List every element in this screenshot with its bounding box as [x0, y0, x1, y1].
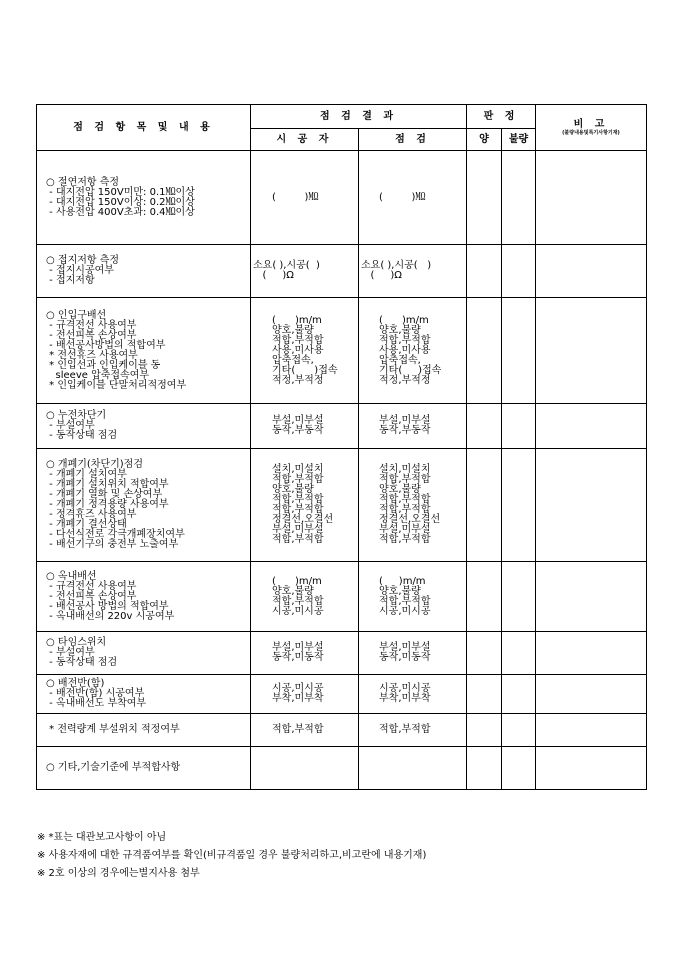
remarks-cell[interactable] — [536, 562, 647, 632]
check-item-line: ○ 옥내배선 — [46, 570, 97, 582]
contractor-result — [251, 562, 359, 632]
contractor-result-line: 기타( )접속 — [272, 364, 338, 376]
check-item — [37, 449, 251, 562]
inspection-result — [359, 675, 467, 714]
check-item-line: - 개폐기 결선상태 — [46, 519, 127, 530]
inspection-result-line: 정결선,오결선 — [379, 514, 441, 525]
contractor-result-line: ( )m/m — [272, 575, 322, 587]
inspection-result-line: 적합,부적합 — [379, 474, 431, 485]
judgement-good-cell[interactable] — [467, 449, 502, 562]
check-item-line: - 개폐기 설치위치 적합여부 — [46, 479, 169, 490]
inspection-result — [359, 632, 467, 675]
check-item-line: - 개폐기 정격용량 사용여부 — [46, 499, 169, 510]
inspection-result-line: 적합,부적합 — [379, 534, 431, 545]
contractor-result — [251, 298, 359, 404]
contractor-result — [251, 632, 359, 675]
inspection-result-line: 압축접속, — [379, 354, 421, 366]
judgement-good-cell[interactable] — [467, 632, 502, 675]
contractor-result-line: 시공,미시공 — [272, 683, 324, 694]
remarks-cell[interactable] — [536, 151, 647, 245]
remarks-cell[interactable] — [536, 404, 647, 449]
inspection-result-line: 부설,미부설 — [379, 642, 431, 653]
check-item-line: - 개폐기 설치여부 — [46, 469, 127, 480]
remarks-cell[interactable] — [536, 714, 647, 747]
inspection-result-line: ( )Ω — [361, 270, 402, 281]
contractor-result — [251, 245, 359, 298]
contractor-result — [251, 675, 359, 714]
check-item-line: ○ 누전차단기 — [46, 410, 107, 421]
contractor-result-line: 동작,미동작 — [272, 652, 324, 663]
check-item-line: - 다선식전로 각극개폐장치여부 — [46, 529, 185, 540]
inspection-result-line: 적합,부적합 — [379, 595, 431, 607]
check-item-line: - 규격전선 사용여부 — [46, 580, 137, 592]
check-item — [37, 675, 251, 714]
judgement-bad-cell[interactable] — [502, 298, 536, 404]
check-item-line: - 대지전압 150V미만: 0.1㏁이상 — [46, 186, 195, 198]
judgement-good-cell[interactable] — [467, 675, 502, 714]
check-item-line: - 동작상태 점검 — [46, 430, 118, 441]
judgement-bad-cell[interactable] — [502, 449, 536, 562]
footnote: ※ 사용자재에 대한 규격품여부를 확인(비규격품일 경우 불량처리하고,비고란에 내용기재) — [37, 850, 427, 861]
check-item-line: - 사용전압 400V초과: 0.4㏁이상 — [46, 206, 195, 218]
contractor-result-line: 부착,미부착 — [272, 693, 324, 704]
inspection-result-line: 시공,미시공 — [379, 683, 431, 694]
check-item-line: * 인입케이블 단말처리적정여부 — [46, 379, 187, 391]
check-item-line: - 부설여부 — [46, 420, 95, 431]
inspection-result-line: 설치,미설치 — [379, 464, 431, 475]
remarks-cell[interactable] — [536, 747, 647, 790]
check-item-line: * 전선휴즈 사용여부 — [46, 349, 138, 361]
check-item — [37, 562, 251, 632]
contractor-result-line: 양호,불량 — [272, 484, 314, 495]
inspection-result-line: 양호,불량 — [379, 585, 421, 597]
inspection-result-line: 양호,불량 — [379, 324, 421, 336]
contractor-result — [251, 151, 359, 245]
check-item-line: ○ 절연저항 측정 — [46, 176, 120, 188]
inspection-result-line: 동작,미동작 — [379, 652, 431, 663]
inspection-result-line: 부착,미부착 — [379, 693, 431, 704]
contractor-result-line: 설치,미설치 — [272, 464, 324, 475]
judgement-bad-cell[interactable] — [502, 675, 536, 714]
inspection-result-line: 부설,미부설 — [379, 524, 431, 535]
judgement-good-cell[interactable] — [467, 298, 502, 404]
contractor-result-line: 적합,부적합 — [272, 595, 324, 607]
judgement-good-cell[interactable] — [467, 562, 502, 632]
contractor-result — [251, 747, 359, 790]
contractor-result-line: 적정,부적정 — [272, 374, 324, 386]
table-row — [37, 632, 647, 675]
check-item-line: ○ 접지저항 측정 — [46, 255, 120, 266]
judgement-bad-cell[interactable] — [502, 747, 536, 790]
contractor-result-line: 양호,불량 — [272, 585, 314, 597]
check-item-line: - 배선공사 방법의 적합여부 — [46, 600, 169, 612]
contractor-result — [251, 449, 359, 562]
inspection-result-line: 소요( ),시공( ) — [361, 260, 432, 271]
footnote: ※ *표는 대관보고사항이 아님 — [37, 832, 167, 843]
check-item-line: - 규격전선 사용여부 — [46, 319, 137, 331]
inspection-result — [359, 449, 467, 562]
check-item-line: - 부설여부 — [46, 647, 95, 658]
inspection-result-line: 기타( )접속 — [379, 364, 442, 376]
contractor-result-line: 동작,부동작 — [272, 425, 324, 436]
inspection-result — [359, 562, 467, 632]
judgement-bad-cell[interactable] — [502, 632, 536, 675]
check-item-line: - 대지전압 150V이상: 0.2㏁이상 — [46, 196, 195, 208]
judgement-good-cell[interactable] — [467, 714, 502, 747]
contractor-result-line: 적합,부적합 — [272, 334, 324, 346]
table-body — [37, 151, 647, 790]
check-item-line: - 정격휴즈 사용여부 — [46, 509, 137, 520]
contractor-result-line: 적합,부적합 — [272, 474, 324, 485]
check-item — [37, 632, 251, 675]
check-item — [37, 747, 251, 790]
inspection-result-line: ( )㏁ — [379, 191, 426, 203]
contractor-result-line: 소요( ),시공( ) — [253, 260, 320, 271]
table-row — [37, 245, 647, 298]
inspection-result — [359, 151, 467, 245]
header-remarks-note: (불량내용및특기사항기재) — [562, 130, 620, 136]
contractor-result — [251, 714, 359, 747]
inspection-result-line: 적정,부적정 — [379, 374, 431, 386]
table-row — [37, 675, 647, 714]
inspection-result — [359, 747, 467, 790]
header-judgement: 판 정 — [467, 105, 536, 129]
contractor-result-line: 정결선,오결선 — [272, 514, 334, 525]
inspection-result-line: 적합,부적합 — [379, 334, 431, 346]
check-item-line: - 접지시공여부 — [46, 265, 114, 276]
inspection-result-line: ( )m/m — [379, 314, 429, 326]
header-inspection: 점 검 — [359, 129, 467, 151]
check-item — [37, 151, 251, 245]
contractor-result-line: 양호,불량 — [272, 324, 314, 336]
inspection-result-line: 사용,미사용 — [379, 344, 431, 356]
inspection-result-line: ( )m/m — [379, 575, 426, 587]
judgement-bad-cell[interactable] — [502, 714, 536, 747]
check-item-line: - 배선기구의 충전부 노출여부 — [46, 539, 179, 550]
inspection-result-line: 적합,부적합 — [379, 504, 431, 515]
check-item-line: - 동작상태 점검 — [46, 657, 118, 668]
check-item-line: - 배전반(함) 시공여부 — [46, 688, 145, 699]
check-item-line: - 옥내배선도 부착여부 — [46, 698, 147, 709]
check-item-line: * 인입선과 인입케이블 동 — [46, 359, 161, 371]
remarks-cell[interactable] — [536, 245, 647, 298]
check-item-line: - 옥내배선의 220v 시공여부 — [46, 610, 175, 622]
footnotes — [37, 833, 426, 887]
check-item — [37, 245, 251, 298]
check-item-line: - 전선피복 손상여부 — [46, 590, 137, 602]
table-row — [37, 151, 647, 245]
contractor-result-line: 시공,미시공 — [272, 605, 324, 617]
table-row — [37, 562, 647, 632]
header-result-group: 점 검 결 과 — [251, 105, 467, 129]
inspection-result-line: 양호,불량 — [379, 484, 421, 495]
judgement-bad-cell[interactable] — [502, 245, 536, 298]
contractor-result-line: ( )m/m — [272, 314, 322, 326]
contractor-result-line: 부설,미부설 — [272, 524, 324, 535]
check-item-line: ○ 개폐기(차단기)점검 — [46, 459, 143, 470]
contractor-result-line: ( )Ω — [253, 270, 294, 281]
inspection-result — [359, 714, 467, 747]
inspection-result-line: 시공,미시공 — [379, 605, 431, 617]
judgement-good-cell[interactable] — [467, 747, 502, 790]
judgement-good-cell[interactable] — [467, 404, 502, 449]
check-item-line: sleeve 압축접속여부 — [46, 369, 150, 381]
inspection-result — [359, 404, 467, 449]
header-good: 양 — [467, 129, 502, 151]
table-row — [37, 404, 647, 449]
contractor-result-line: 적합,부적합 — [272, 504, 324, 515]
table-row — [37, 714, 647, 747]
contractor-result-line: 적합,부적합 — [272, 724, 324, 735]
inspection-result-line: 적합,부적합 — [379, 724, 431, 735]
contractor-result-line: 적합,부적합 — [272, 494, 324, 505]
contractor-result-line: 사용,미사용 — [272, 344, 324, 356]
table-row — [37, 449, 647, 562]
judgement-bad-cell[interactable] — [502, 404, 536, 449]
check-item-line: * 전력량계 부설위치 적정여부 — [46, 724, 180, 735]
check-item-line: - 개폐기 열화 및 손상여부 — [46, 489, 163, 500]
contractor-result-line: ( )㏁ — [272, 191, 319, 203]
contractor-result — [251, 404, 359, 449]
check-item-line: ○ 배전반(함) — [46, 678, 105, 689]
table-row — [37, 747, 647, 790]
remarks-cell[interactable] — [536, 675, 647, 714]
check-item — [37, 714, 251, 747]
inspection-result — [359, 298, 467, 404]
judgement-bad-cell[interactable] — [502, 562, 536, 632]
contractor-result-line: 압축접속, — [272, 354, 314, 366]
remarks-cell[interactable] — [536, 449, 647, 562]
contractor-result-line: 적합,부적합 — [272, 534, 324, 545]
header-remarks-cell — [536, 105, 647, 151]
contractor-result-line: 부설,미부설 — [272, 415, 324, 426]
header-remarks: 비 고 — [573, 119, 609, 130]
header-bad: 불량 — [502, 129, 536, 151]
inspection-result-line: 동작,부동작 — [379, 425, 431, 436]
table-row — [37, 298, 647, 404]
inspection-table — [36, 104, 647, 790]
check-item-line: ○ 인입구배선 — [46, 309, 107, 321]
header-contractor: 시 공 자 — [251, 129, 359, 151]
remarks-cell[interactable] — [536, 632, 647, 675]
footnote: ※ 2호 이상의 경우에는별지사용 첨부 — [37, 868, 200, 879]
check-item-line: - 접지저항 — [46, 275, 95, 286]
contractor-result-line: 부설,미부설 — [272, 642, 324, 653]
remarks-cell[interactable] — [536, 298, 647, 404]
inspection-result-line: 부설,미부설 — [379, 415, 431, 426]
judgement-good-cell[interactable] — [467, 151, 502, 245]
check-item — [37, 404, 251, 449]
header-item-column: 점 검 항 목 및 내 용 — [37, 105, 251, 151]
check-item-line: - 배선공사방법의 적합여부 — [46, 339, 166, 351]
check-item-line: ○ 기타,기술기준에 부적합사항 — [46, 762, 181, 773]
inspection-result-line: 적합,부적합 — [379, 494, 431, 505]
check-item-line: - 전선피복 손상여부 — [46, 329, 137, 341]
check-item-line: ○ 타임스위치 — [46, 637, 107, 648]
judgement-good-cell[interactable] — [467, 245, 502, 298]
inspection-result — [359, 245, 467, 298]
judgement-bad-cell[interactable] — [502, 151, 536, 245]
check-item — [37, 298, 251, 404]
